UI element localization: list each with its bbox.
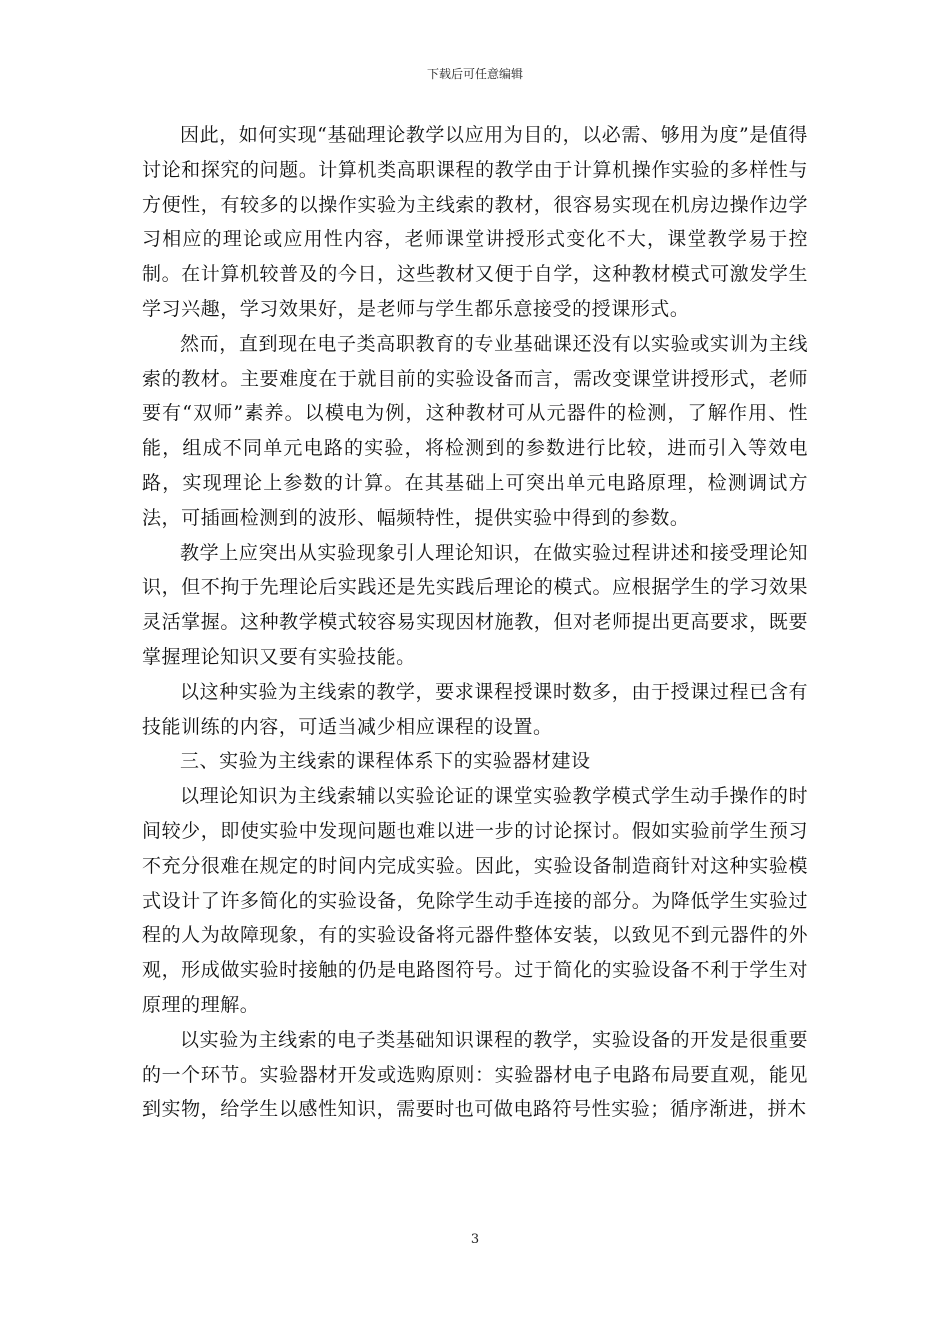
paragraph-5: 以理论知识为主线索辅以实验论证的课堂实验教学模式学生动手操作的时间较少，即使实验中发现问题也难以进一步的讨论探讨。假如实验前学生预习不充分很难在规定的时间内完成实验。因此，实验设备制造商针对这种实验模式设计了许多简化的实验设备，免除学生动手连接的部分。为降低学生实验过程的人为故障现象，有的实验设备将元器件整体安装，以致见不到元器件的外观，形成做实验时接触的仍是电路图符号。过于简化的实验设备不利于学生对原理的理解。 bbox=[142, 785, 808, 1016]
page-header: 下载后可任意编辑 bbox=[426, 67, 523, 81]
document-body bbox=[142, 118, 808, 1127]
paragraph-2: 然而，直到现在电子类高职教育的专业基础课还没有以实验或实训为主线索的教材。主要难度在于就目前的实验设备而言，需改变课堂讲授形式，老师要有“双师”素养。以模电为例，这种教材可从元器件的检测，了解作用、性能，组成不同单元电路的实验，将检测到的参数进行比较，进而引入等效电路，实现理论上参数的计算。在其基础上可突出单元电路原理，检测调试方法，可插画检测到的波形、幅频特性，提供实验中得到的参数。 bbox=[142, 332, 808, 529]
paragraph-4: 以这种实验为主线索的教学，要求课程授课时数多，由于授课过程已含有技能训练的内容，可适当减少相应课程的设置。 bbox=[142, 680, 808, 738]
paragraph-3: 教学上应突出从实验现象引人理论知识，在做实验过程讲述和接受理论知识，但不拘于先理论后实践还是先实践后理论的模式。应根据学生的学习效果灵活掌握。这种教学模式较容易实现因材施教，但对老师提出更高要求，既要掌握理论知识又要有实验技能。 bbox=[142, 541, 808, 668]
section-heading: 三、实验为主线索的课程体系下的实验器材建设 bbox=[180, 750, 591, 773]
page-number: 3 bbox=[470, 1232, 480, 1247]
paragraph-1: 因此，如何实现“基础理论教学以应用为目的，以必需、够用为度”是值得讨论和探究的问题。计算机类高职课程的教学由于计算机操作实验的多样性与方便性，有较多的以操作实验为主线索的教材，很容易实现在机房边操作边学习相应的理论或应用性内容，老师课堂讲授形式变化不大，课堂教学易于控制。在计算机较普及的今日，这些教材又便于自学，这种教材模式可激发学生学习兴趣，学习效果好，是老师与学生都乐意接受的授课形式。 bbox=[142, 124, 808, 320]
paragraph-6: 以实验为主线索的电子类基础知识课程的教学，实验设备的开发是很重要的一个环节。实验器材开发或选购原则：实验器材电子电路布局要直观，能见到实物，给学生以感性知识，需要时也可做电路符号性实验；循序渐进，拼木 bbox=[142, 1028, 808, 1121]
